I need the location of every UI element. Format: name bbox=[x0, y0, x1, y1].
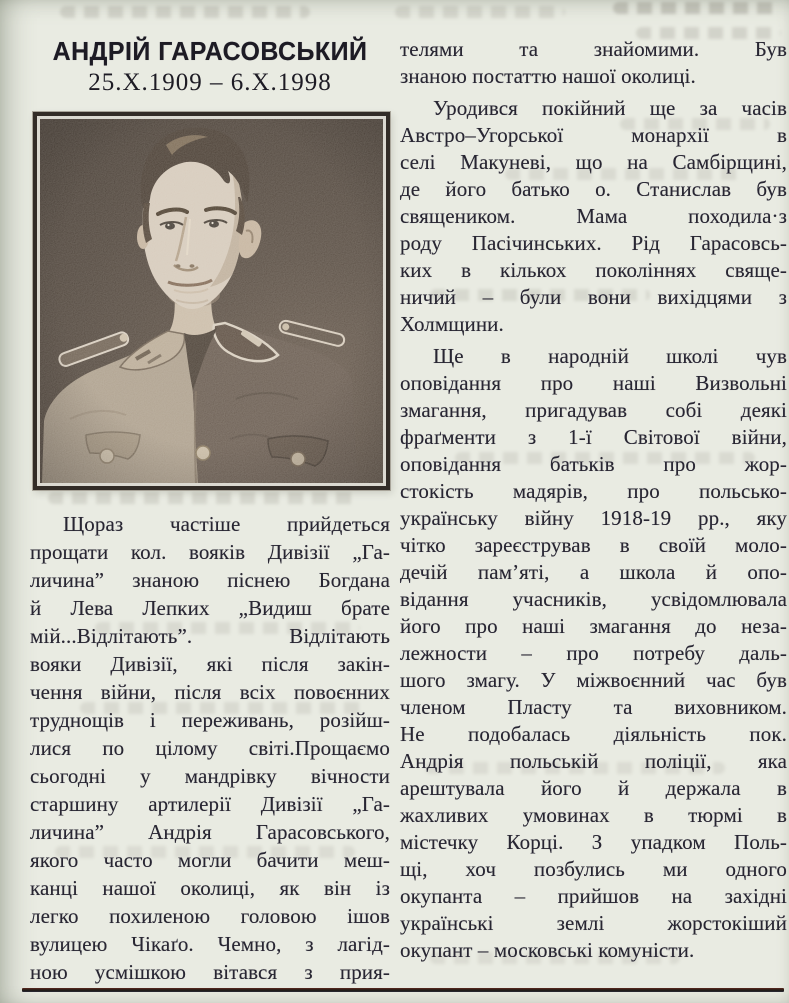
text-line: Андрія польській поліції, яка bbox=[400, 749, 787, 773]
text-line: українську війну 1918-19 рр., яку bbox=[400, 506, 787, 530]
portrait-photo-frame bbox=[33, 112, 390, 490]
text-line: лися по цілому світі.Прощаємо bbox=[30, 736, 390, 760]
text-line: легко похиленою головою ішов bbox=[30, 904, 390, 928]
text-line: канці нашої околиці, як він із bbox=[30, 876, 390, 900]
text-line: вояки Дивізії, які після закін- bbox=[30, 652, 390, 676]
obituary-title: АНДРІЙ ГАРАСОВСЬКИЙ bbox=[52, 36, 368, 66]
bleed-through-artifact bbox=[613, 2, 781, 14]
right-text-column bbox=[400, 36, 787, 964]
text-line: священиком. Мама походила·з bbox=[400, 204, 787, 228]
text-line: ною усмішкою вітався з прия- bbox=[30, 960, 390, 984]
text-line: змагання, пригадував собі деякі bbox=[400, 398, 787, 422]
text-line: стокість мадярів, про польсько- bbox=[400, 479, 787, 503]
text-line: Щораз частіше прийдеться bbox=[63, 512, 390, 536]
text-line: й Лева Лепких „Видиш брате bbox=[30, 596, 390, 620]
text-line: знаною постаттю нашої околиці. bbox=[400, 64, 696, 88]
text-line: фраґменти з 1-ї Світової війни, bbox=[400, 425, 787, 449]
text-line: оповідання батьків про жор- bbox=[400, 452, 787, 476]
text-line: українські землі жорстокіший bbox=[400, 911, 787, 935]
text-line: дечій пам’яті, а школа й опо- bbox=[400, 560, 787, 584]
text-line: роду Пасічинських. Рід Гарасовсь- bbox=[400, 231, 787, 255]
bottom-rule bbox=[22, 988, 784, 992]
text-line: шого змагу. У міжвоєнний час був bbox=[400, 668, 787, 692]
text-line: личина” Андрія Гарасовського, bbox=[30, 820, 390, 844]
text-line: де його батько о. Станислав був bbox=[400, 177, 787, 201]
text-line: відання учасників, усвідомлювала bbox=[400, 587, 787, 611]
text-line: членом Пласту та виховником. bbox=[400, 695, 787, 719]
text-line: арештувала його й держала в bbox=[400, 776, 787, 800]
text-line: ких в кількох поколіннях свяще- bbox=[400, 258, 787, 282]
text-line: прощати кол. вояків Дивізії „Га- bbox=[30, 540, 390, 564]
text-line: якого часто могли бачити меш- bbox=[30, 848, 390, 872]
text-line: сьогодні у мандрівку вічности bbox=[30, 764, 390, 788]
photo-grain bbox=[40, 119, 383, 483]
text-line: труднощів і переживань, розійш- bbox=[30, 708, 390, 732]
portrait-photo bbox=[40, 119, 383, 483]
bleed-through-artifact bbox=[60, 6, 310, 18]
left-text-column bbox=[30, 505, 390, 986]
bleed-through-artifact bbox=[395, 6, 565, 18]
text-line: окупант – московські комуністи. bbox=[400, 938, 695, 962]
text-line: лежности – про потребу даль- bbox=[400, 641, 787, 665]
text-line: чітко зареєстрував в свoїй моло- bbox=[400, 533, 787, 557]
bleed-through-artifact bbox=[48, 492, 358, 504]
text-line: Холмщини. bbox=[400, 312, 504, 336]
text-line: щі, хоч позбулись ми одного bbox=[400, 857, 787, 881]
text-line: чення війни, після всіх повоєнних bbox=[30, 680, 390, 704]
text-line: оповідання про наші Визвольні bbox=[400, 371, 787, 395]
text-line: вулицею Чікаґо. Чемно, з лагід- bbox=[30, 932, 390, 956]
text-line: Ще в народній школі чув bbox=[433, 344, 787, 368]
text-line: Не подобалась діяльність пок. bbox=[400, 722, 787, 746]
text-line: містечку Корці. З упадком Поль- bbox=[400, 830, 787, 854]
text-line: телями та знайомими. Був bbox=[400, 37, 787, 61]
text-line: старшину артилерії Дивізії „Га- bbox=[30, 792, 390, 816]
text-line: окупанта – прийшов на західні bbox=[400, 884, 787, 908]
text-line: ничий – були вони вихідцями з bbox=[400, 285, 787, 309]
text-line: мій...Відлітають”. Відлітають bbox=[30, 624, 390, 648]
text-line: його про наші змагання до неза- bbox=[400, 614, 787, 638]
life-dates: 25.X.1909 – 6.X.1998 bbox=[88, 69, 332, 96]
text-line: Уродився покійний ще за часів bbox=[433, 96, 787, 120]
text-line: Австро–Угорської монархії в bbox=[400, 123, 787, 147]
text-line: жахливих умовинах в тюрмі в bbox=[400, 803, 787, 827]
text-line: личина” знаною піснею Богдана bbox=[30, 568, 390, 592]
text-line: селі Макуневі, що на Самбірщині, bbox=[400, 150, 787, 174]
